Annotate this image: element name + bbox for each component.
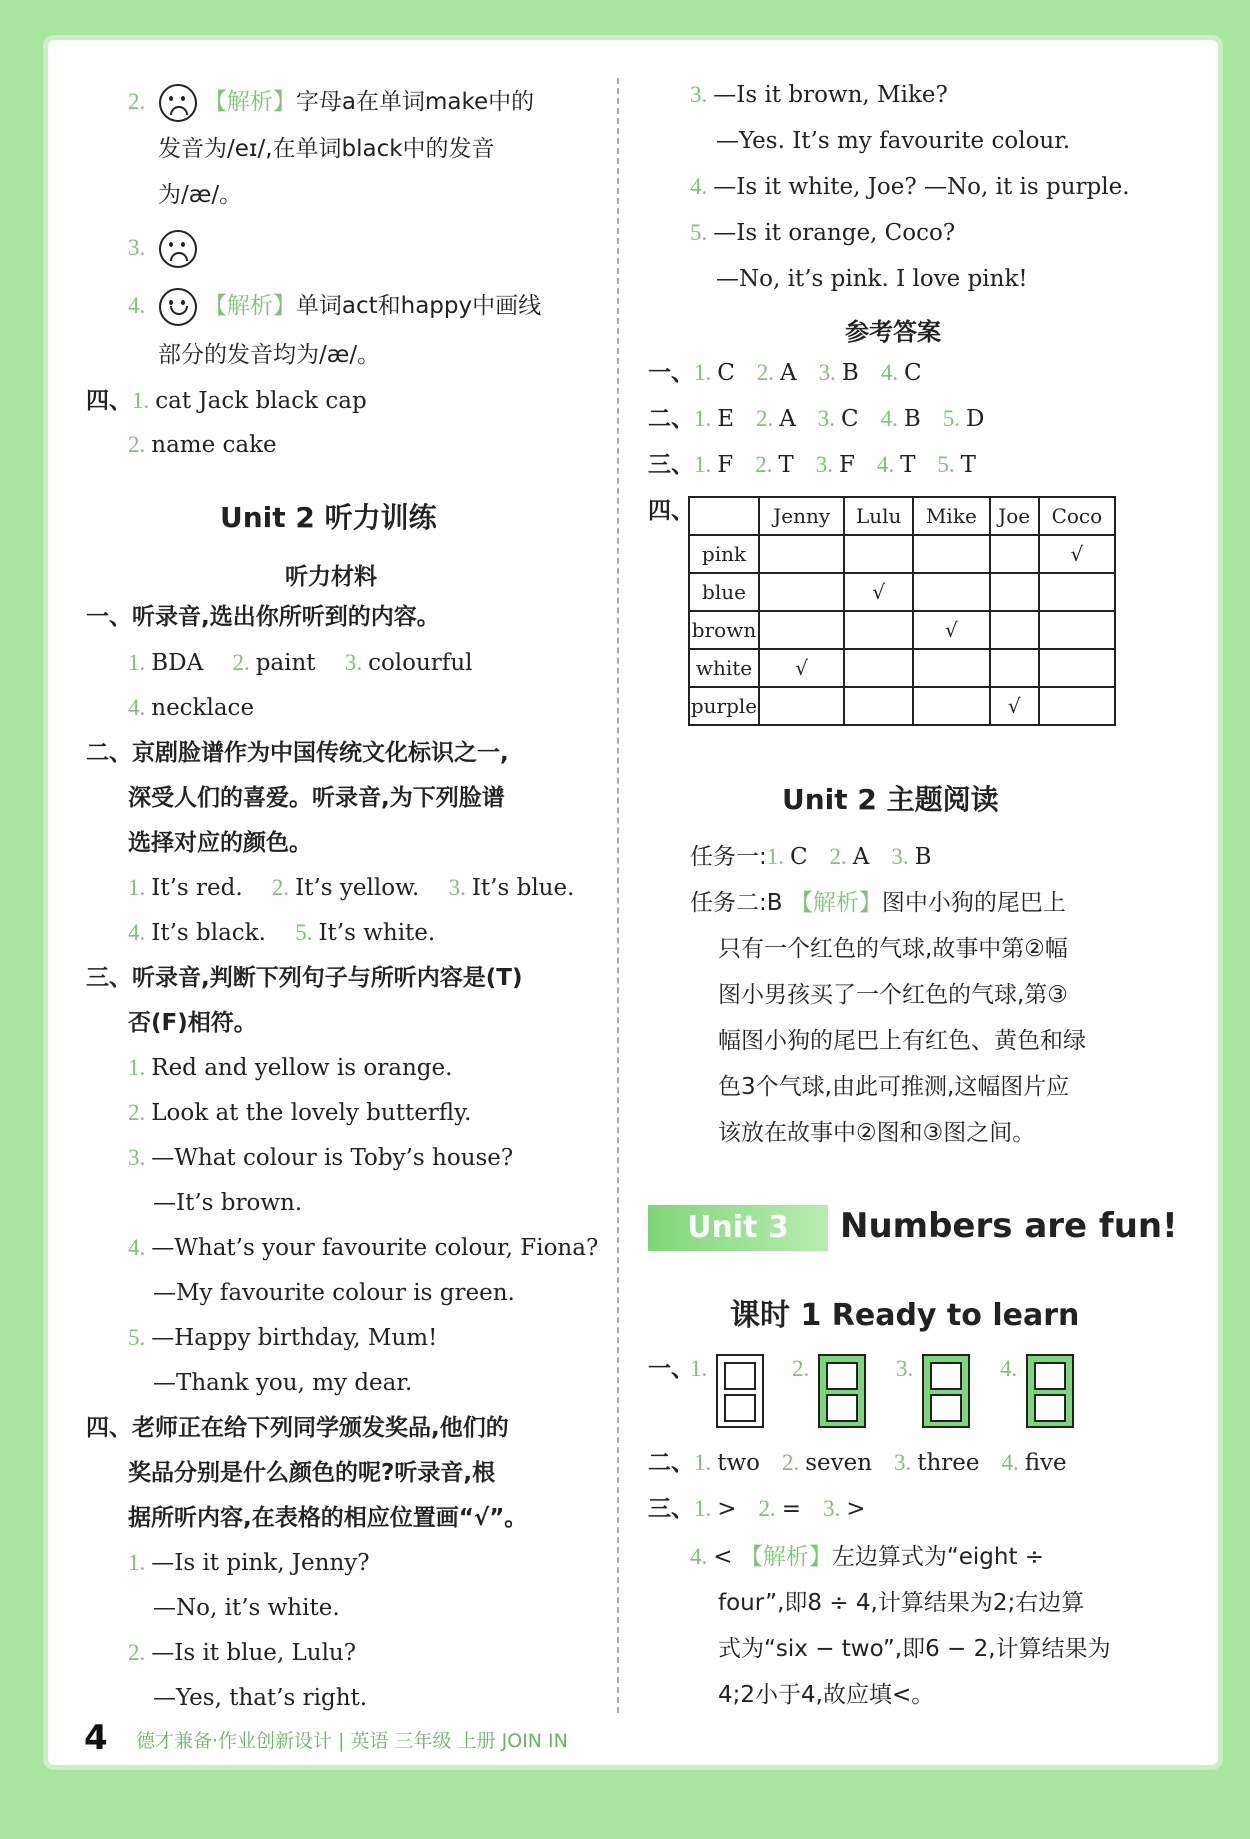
item-number: 3. xyxy=(344,650,363,675)
answer-value: D xyxy=(965,406,985,432)
unit-label: Unit 3 xyxy=(648,1205,828,1251)
table-cell xyxy=(1039,611,1115,649)
answer-line xyxy=(128,1098,471,1128)
subsection-title: 参考答案 xyxy=(845,318,941,346)
table-header-cell: Lulu xyxy=(844,497,913,535)
table-row xyxy=(689,535,1115,573)
item-number: 3. xyxy=(818,360,836,385)
table-cell xyxy=(913,535,990,573)
analysis-text: four”,即8 ÷ 4,计算结果为2;右边算 xyxy=(718,1590,1085,1616)
item-number: 2. xyxy=(128,1100,146,1125)
table-row-label: white xyxy=(689,649,759,687)
section-title: Unit 2 听力训练 xyxy=(220,501,437,534)
table-cell: √ xyxy=(844,573,913,611)
answer-text: —What colour is Toby’s house? xyxy=(151,1145,514,1171)
analysis-tag: 【解析】 xyxy=(203,89,296,115)
answer-text: colourful xyxy=(368,650,473,676)
analysis-text: 图中小狗的尾巴上 xyxy=(881,890,1066,916)
answer-value: > xyxy=(717,1496,737,1522)
question-heading: 奖品分别是什么颜色的呢?听录音,根 xyxy=(128,1460,496,1486)
table-header-cell xyxy=(689,497,759,535)
item-number: 2. xyxy=(758,1496,776,1521)
item-number: 1. xyxy=(128,1550,146,1575)
answer-line xyxy=(128,1233,598,1263)
table-cell xyxy=(990,611,1039,649)
answer-line xyxy=(128,918,435,948)
subsection-title: 听力材料 xyxy=(285,564,377,590)
answer-line xyxy=(86,386,367,416)
item-number: 1. xyxy=(694,406,712,431)
answer-value: < xyxy=(713,1544,733,1570)
item-number: 5. xyxy=(937,452,955,477)
table-row xyxy=(689,611,1115,649)
analysis-text: 字母a在单词make中的 xyxy=(295,89,535,115)
table-cell xyxy=(759,573,844,611)
answer-text: —No, it’s pink. I love pink! xyxy=(716,266,1028,292)
answer-value: C xyxy=(841,406,859,432)
happy-face-icon xyxy=(159,288,197,326)
answer-value: F xyxy=(838,452,855,478)
table-cell: √ xyxy=(990,687,1039,725)
item-number: 3. xyxy=(690,82,708,107)
item-number: 1. xyxy=(694,360,712,385)
item-number: 1. xyxy=(690,1356,708,1381)
lesson-title: 课时 1 Ready to learn xyxy=(730,1298,1080,1333)
table-cell xyxy=(759,687,844,725)
table-header-cell: Coco xyxy=(1039,497,1115,535)
table-row-label: purple xyxy=(689,687,759,725)
answer-text: It’s black. xyxy=(151,920,266,946)
item-number: 3. xyxy=(891,844,909,869)
item-number: 1. xyxy=(128,875,146,900)
answer-value: T xyxy=(900,452,916,478)
item-number: 2. xyxy=(781,1450,800,1475)
table-cell xyxy=(1039,573,1115,611)
table-cell xyxy=(990,535,1039,573)
question-heading: 二、京剧脸谱作为中国传统文化标识之一, xyxy=(86,740,509,766)
table-row-label: blue xyxy=(689,573,759,611)
answer-text: —No, it’s white. xyxy=(153,1595,340,1621)
question-heading: 三、听录音,判断下列句子与所听内容是(T) xyxy=(86,965,523,991)
item-number: 4. xyxy=(880,360,898,385)
section-label: 三、 xyxy=(648,452,694,478)
footer-text: 德才兼备·作业创新设计 | 英语 三年级 上册 JOIN IN xyxy=(136,1730,568,1752)
item-number: 4. xyxy=(128,1235,146,1260)
analysis-text: 图小男孩买了一个红色的气球,第③ xyxy=(718,982,1068,1008)
page-number: 4 xyxy=(84,1718,108,1758)
item-number: 4. xyxy=(1001,1450,1019,1475)
table-cell xyxy=(759,535,844,573)
sad-face-icon xyxy=(159,84,197,122)
answer-line xyxy=(128,430,277,460)
item-number: 1. xyxy=(694,452,712,477)
item-number: 4. xyxy=(1000,1356,1018,1381)
table-cell xyxy=(990,649,1039,687)
answer-line xyxy=(690,1542,1044,1572)
table-cell xyxy=(913,649,990,687)
item-number: 1. xyxy=(766,844,784,869)
number-box xyxy=(716,1354,764,1428)
item-number: 2. xyxy=(232,650,250,675)
item-number: 5. xyxy=(128,1325,146,1350)
item-number xyxy=(690,1354,713,1384)
analysis-text: 4;2小于4,故应填<。 xyxy=(718,1682,935,1708)
answer-value: E xyxy=(717,406,735,432)
section-label: 四、 xyxy=(648,498,694,524)
analysis-text: 色3个气球,由此可推测,这幅图片应 xyxy=(718,1074,1070,1100)
table-cell xyxy=(759,611,844,649)
item-number: 2. xyxy=(792,1356,810,1381)
analysis-tag: 【解析】 xyxy=(203,293,296,319)
answer-text: —Yes, that’s right. xyxy=(153,1685,368,1711)
answer-text: name cake xyxy=(151,432,277,458)
section-label: 二、 xyxy=(648,406,694,432)
item-number: 3. xyxy=(822,1496,841,1521)
answer-line xyxy=(690,218,955,248)
answer-line xyxy=(128,873,574,903)
answer-row-1 xyxy=(648,358,922,388)
analysis-text: 只有一个红色的气球,故事中第②幅 xyxy=(718,936,1068,962)
answer-value: B xyxy=(903,406,921,432)
section-label: 三、 xyxy=(648,1496,694,1522)
table-row xyxy=(689,573,1115,611)
answer-text: —My favourite colour is green. xyxy=(153,1280,515,1306)
item-number: 3. xyxy=(817,406,836,431)
answer-value: A xyxy=(852,844,870,870)
question-heading: 一、听录音,选出你所听到的内容。 xyxy=(86,604,440,630)
table-row-label: pink xyxy=(689,535,759,573)
item-number: 4. xyxy=(128,920,146,945)
answer-text: —Is it pink, Jenny? xyxy=(151,1550,370,1576)
answer-line xyxy=(128,693,254,723)
answer-text: Red and yellow is orange. xyxy=(151,1055,453,1081)
answer-value: = xyxy=(781,1496,801,1522)
table-header-cell: Jenny xyxy=(759,497,844,535)
item-number: 2. xyxy=(755,406,774,431)
analysis-text: 式为“six − two”,即6 − 2,计算结果为 xyxy=(718,1636,1111,1662)
table-header-row xyxy=(689,497,1115,535)
item-number: 3. xyxy=(815,452,833,477)
answer-row-3 xyxy=(648,450,976,480)
answer-text: —It’s brown. xyxy=(153,1190,303,1216)
analysis-tag: 【解析】 xyxy=(789,890,882,916)
question-heading: 否(F)相符。 xyxy=(128,1010,257,1036)
table-cell xyxy=(913,687,990,725)
analysis-tag: 【解析】 xyxy=(739,1544,832,1570)
table-row xyxy=(689,687,1115,725)
item-number: 2. xyxy=(755,452,773,477)
item-number: 2. xyxy=(128,1640,146,1665)
answer-line xyxy=(128,288,541,326)
item-number: 5. xyxy=(690,220,708,245)
table-cell xyxy=(844,687,913,725)
answer-value: A xyxy=(779,406,796,432)
question-heading: 四、老师正在给下列同学颁发奖品,他们的 xyxy=(86,1415,509,1441)
table-header-cell: Mike xyxy=(913,497,990,535)
item-number: 4. xyxy=(690,1544,708,1569)
answer-text: It’s blue. xyxy=(471,875,575,901)
item-number: 3. xyxy=(128,235,146,260)
table-row-label: brown xyxy=(689,611,759,649)
answer-value: C xyxy=(717,360,735,386)
number-box xyxy=(818,1354,866,1428)
answer-line xyxy=(128,1638,356,1668)
item-number: 3. xyxy=(128,1145,146,1170)
answer-line xyxy=(128,84,534,122)
table-cell xyxy=(844,649,913,687)
task-label: 任务二:B xyxy=(690,890,783,916)
answer-value: C xyxy=(790,844,808,870)
answer-value: B xyxy=(914,844,932,870)
analysis-text: 该放在故事中②图和③图之间。 xyxy=(718,1120,1036,1146)
answer-value: five xyxy=(1024,1450,1067,1476)
answer-text: —Is it orange, Coco? xyxy=(713,220,956,246)
answer-text: paint xyxy=(255,650,316,676)
item-number: 4. xyxy=(880,406,898,431)
sad-face-icon xyxy=(159,230,197,268)
item-number: 1. xyxy=(132,388,150,413)
answer-text: —Is it white, Joe? —No, it is purple. xyxy=(713,174,1130,200)
analysis-text: 为/æ/。 xyxy=(158,182,243,208)
answer-value: two xyxy=(717,1450,761,1476)
table-cell xyxy=(1039,649,1115,687)
answer-line xyxy=(690,172,1130,202)
item-number: 1. xyxy=(128,1055,146,1080)
item-number xyxy=(896,1354,919,1384)
section-label: 一、 xyxy=(648,1356,694,1382)
item-number xyxy=(792,1354,815,1384)
item-number: 2. xyxy=(128,89,146,114)
item-number: 4. xyxy=(128,695,146,720)
item-number: 1. xyxy=(128,650,146,675)
item-number: 4. xyxy=(128,293,146,318)
unit-title: Numbers are fun! xyxy=(840,1206,1178,1246)
item-number: 3. xyxy=(896,1356,914,1381)
answer-value: B xyxy=(841,360,859,386)
answer-text: cat Jack black cap xyxy=(155,388,367,414)
answer-line xyxy=(128,648,472,678)
answer-value: T xyxy=(960,452,976,478)
answer-text: It’s white. xyxy=(318,920,436,946)
number-box xyxy=(922,1354,970,1428)
analysis-text: 单词act和happy中画线 xyxy=(295,293,542,319)
answer-line xyxy=(128,1053,452,1083)
answer-value: three xyxy=(917,1450,980,1476)
answer-value: > xyxy=(846,1496,866,1522)
answer-line xyxy=(128,1548,370,1578)
item-number: 1. xyxy=(694,1450,712,1475)
item-number: 2. xyxy=(829,844,847,869)
table-cell xyxy=(913,573,990,611)
answer-row xyxy=(648,1494,865,1524)
analysis-text: 发音为/eɪ/,在单词black中的发音 xyxy=(158,136,495,162)
item-number: 5. xyxy=(295,920,313,945)
question-heading: 据所听内容,在表格的相应位置画“√”。 xyxy=(128,1505,528,1531)
answer-text: BDA xyxy=(151,650,204,676)
answer-text: Look at the lovely butterfly. xyxy=(151,1100,472,1126)
section-title: Unit 2 主题阅读 xyxy=(782,783,999,816)
table-header-cell: Joe xyxy=(990,497,1039,535)
section-label: 二、 xyxy=(648,1450,694,1476)
table-row xyxy=(689,649,1115,687)
table-cell: √ xyxy=(1039,535,1115,573)
item-number: 2. xyxy=(271,875,290,900)
answer-line xyxy=(128,230,197,268)
answer-text: necklace xyxy=(151,695,255,721)
question-heading: 深受人们的喜爱。听录音,为下列脸谱 xyxy=(128,785,505,811)
answer-value: A xyxy=(780,360,797,386)
section-label: 四、 xyxy=(86,388,132,414)
task2-line xyxy=(690,888,1066,918)
section-label: 一、 xyxy=(648,360,694,386)
answer-value: C xyxy=(903,360,922,386)
item-number: 4. xyxy=(690,174,708,199)
task-label: 任务一: xyxy=(690,844,767,870)
task1-line xyxy=(690,842,932,872)
item-number xyxy=(1000,1354,1023,1384)
analysis-text: 幅图小狗的尾巴上有红色、黄色和绿 xyxy=(718,1028,1086,1054)
answer-value: seven xyxy=(805,1450,873,1476)
answer-text: It’s red. xyxy=(151,875,243,901)
table-cell: √ xyxy=(913,611,990,649)
table-cell xyxy=(990,573,1039,611)
table-cell xyxy=(1039,687,1115,725)
answer-text: —Thank you, my dear. xyxy=(153,1370,413,1396)
answer-text: —Happy birthday, Mum! xyxy=(151,1325,438,1351)
item-number: 1. xyxy=(694,1496,712,1521)
item-number: 3. xyxy=(894,1450,912,1475)
column-divider xyxy=(617,78,619,1713)
item-number: 2. xyxy=(128,432,146,457)
answer-text: —Yes. It’s my favourite colour. xyxy=(716,128,1071,154)
item-number: 5. xyxy=(942,406,960,431)
answer-line xyxy=(128,1323,437,1353)
answer-table xyxy=(688,496,1116,726)
table-cell xyxy=(844,611,913,649)
answer-text: —Is it brown, Mike? xyxy=(713,82,948,108)
item-number: 4. xyxy=(876,452,895,477)
table-cell xyxy=(844,535,913,573)
answer-line xyxy=(690,80,948,110)
table-cell: √ xyxy=(759,649,844,687)
answer-text: —Is it blue, Lulu? xyxy=(151,1640,357,1666)
answer-value: F xyxy=(717,452,734,478)
analysis-text: 左边算式为“eight ÷ xyxy=(831,1544,1045,1570)
number-box xyxy=(1026,1354,1074,1428)
answer-text: —What’s your favourite colour, Fiona? xyxy=(151,1235,599,1261)
item-number: 2. xyxy=(756,360,775,385)
answer-row xyxy=(648,1448,1067,1478)
analysis-text: 部分的发音均为/æ/。 xyxy=(158,342,381,368)
item-number: 3. xyxy=(448,875,466,900)
answer-value: T xyxy=(778,452,794,478)
question-heading: 选择对应的颜色。 xyxy=(128,830,312,856)
answer-line xyxy=(128,1143,513,1173)
answer-text: It’s yellow. xyxy=(295,875,420,901)
answer-row-2 xyxy=(648,404,984,434)
